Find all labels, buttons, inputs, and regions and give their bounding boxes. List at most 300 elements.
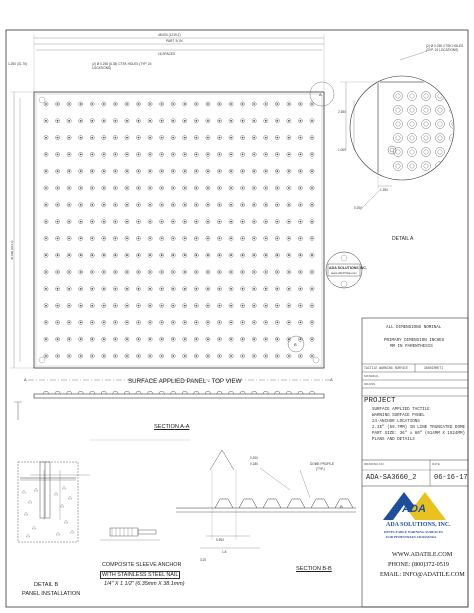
- dome-top: [242, 187, 244, 189]
- dome-top: [265, 271, 267, 273]
- dome-note-2: (TYP.): [316, 467, 325, 471]
- dome-top: [57, 154, 59, 156]
- dome-top: [149, 254, 151, 256]
- dome-top: [253, 322, 255, 324]
- dome-top: [103, 103, 105, 105]
- dome-top: [68, 254, 70, 256]
- dome-top: [207, 288, 209, 290]
- aggregate-mark: [56, 532, 60, 535]
- dome-top: [103, 288, 105, 290]
- dome-top: [161, 204, 163, 206]
- dome-top: [161, 221, 163, 223]
- dome-top: [126, 204, 128, 206]
- dome-top: [242, 154, 244, 156]
- anchor-circle: [313, 357, 319, 363]
- dome-top: [172, 221, 174, 223]
- date-label: DATE: [432, 462, 440, 466]
- dome-top: [138, 154, 140, 156]
- dome-top: [311, 238, 313, 240]
- dome-top: [57, 338, 59, 340]
- detail-dome-top: [452, 164, 456, 168]
- dome-top: [172, 238, 174, 240]
- dome-top: [103, 338, 105, 340]
- dome-top: [253, 120, 255, 122]
- dome-top: [172, 187, 174, 189]
- dome-top: [242, 204, 244, 206]
- dome-top: [207, 137, 209, 139]
- dome-top: [114, 187, 116, 189]
- dome-top: [288, 305, 290, 307]
- detail-dome: [422, 162, 431, 171]
- dome-top: [80, 288, 82, 290]
- company-stamp: [326, 252, 362, 288]
- dome-top: [230, 187, 232, 189]
- dome-top: [172, 271, 174, 273]
- dome-top: [161, 103, 163, 105]
- detail-dome-top: [396, 108, 400, 112]
- drawing-no-label: DRAWING NO.: [364, 462, 385, 466]
- detail-dome: [450, 162, 459, 171]
- dome-top: [195, 120, 197, 122]
- dome-top: [149, 288, 151, 290]
- dome-top: [138, 355, 140, 357]
- dim-left-height: 36.000 (914.4): [10, 240, 14, 260]
- dome-top: [138, 187, 140, 189]
- dome-top: [80, 305, 82, 307]
- detail-dim-3: 1.250: [380, 188, 388, 192]
- dome-top: [276, 103, 278, 105]
- dome-top: [80, 204, 82, 206]
- detail-dim-1: 2.350: [338, 110, 346, 114]
- dome-top: [103, 154, 105, 156]
- dome-top: [91, 322, 93, 324]
- website: WWW.ADATILE.COM: [392, 551, 453, 558]
- dome-top: [138, 120, 140, 122]
- dome-top: [149, 322, 151, 324]
- dome-top: [219, 305, 221, 307]
- detail-dome: [394, 106, 403, 115]
- aggregate-mark: [68, 496, 72, 499]
- aggregate-mark: [54, 492, 58, 495]
- detail-dome-top: [396, 164, 400, 168]
- dome-top: [184, 254, 186, 256]
- aggregate-mark: [26, 534, 30, 537]
- dome-top: [311, 221, 313, 223]
- anchor-drawing: [100, 528, 160, 540]
- dome-top: [68, 238, 70, 240]
- dome-top: [114, 271, 116, 273]
- dome-top: [311, 338, 313, 340]
- dome-top: [45, 170, 47, 172]
- dome-top: [230, 355, 232, 357]
- dome-top: [219, 170, 221, 172]
- detail-dome: [436, 106, 445, 115]
- detail-a-marker: A: [319, 92, 322, 97]
- section-height-1: 0.200: [250, 456, 258, 460]
- dome-top: [45, 137, 47, 139]
- dome-top: [311, 288, 313, 290]
- dome-top: [45, 187, 47, 189]
- dome-top: [149, 137, 151, 139]
- detail-dome: [394, 92, 403, 101]
- notes-line-3: MM IN PARENTHESIS: [390, 345, 433, 349]
- dome-top: [230, 137, 232, 139]
- dome-top: [57, 271, 59, 273]
- detail-dome: [408, 92, 417, 101]
- dome-top: [184, 204, 186, 206]
- dome-top: [253, 355, 255, 357]
- dome-top: [91, 170, 93, 172]
- dome-top: [184, 137, 186, 139]
- detail-dome-top: [438, 108, 442, 112]
- dome-top: [91, 221, 93, 223]
- dome-top: [149, 338, 151, 340]
- dome-top: [253, 338, 255, 340]
- dome-top: [300, 238, 302, 240]
- drawing-date: 06-16-17: [434, 474, 468, 482]
- company-name: ADA SOLUTIONS, INC.: [386, 522, 451, 528]
- dome-top: [80, 238, 82, 240]
- detail-dome: [394, 120, 403, 129]
- section-bb-caption: SECTION B-B: [296, 566, 332, 572]
- detail-a-circle: [350, 76, 454, 180]
- dome-top: [138, 338, 140, 340]
- dome-top: [149, 355, 151, 357]
- dome-top: [242, 322, 244, 324]
- dome-top: [311, 187, 313, 189]
- dome-top: [68, 170, 70, 172]
- dome-top: [288, 322, 290, 324]
- dome-top: [311, 355, 313, 357]
- aggregate-mark: [24, 512, 28, 515]
- dome-top: [45, 238, 47, 240]
- dome-top: [230, 305, 232, 307]
- dome-top: [219, 187, 221, 189]
- detail-dome-top: [438, 122, 442, 126]
- dome-top: [138, 103, 140, 105]
- stamp-line-2: www.ADATILE.com: [331, 271, 357, 275]
- section-marker-right: A: [330, 377, 333, 382]
- dome-top: [80, 322, 82, 324]
- dome-top: [80, 254, 82, 256]
- dome-top: [138, 238, 140, 240]
- detail-dome-top: [438, 136, 442, 140]
- dome-top: [149, 187, 151, 189]
- dome-top: [230, 221, 232, 223]
- dome-top: [91, 338, 93, 340]
- dome-top: [68, 305, 70, 307]
- detail-dome-top: [410, 136, 414, 140]
- dome-top: [80, 154, 82, 156]
- detail-dim-2: 1.000: [338, 148, 346, 152]
- dome-top: [311, 103, 313, 105]
- dome-top: [311, 204, 313, 206]
- dome-top: [68, 355, 70, 357]
- dome-top: [80, 355, 82, 357]
- dome-top: [253, 238, 255, 240]
- dome-top: [57, 103, 59, 105]
- section-dim-3: 3.20: [200, 558, 207, 562]
- project-line-1: SURFACE APPLIED TACTILE: [372, 408, 430, 412]
- dome-top: [195, 271, 197, 273]
- detail-dome: [436, 134, 445, 143]
- dome-top: [265, 305, 267, 307]
- dome-top: [288, 137, 290, 139]
- detail-dome-top: [452, 150, 456, 154]
- dome-top: [253, 271, 255, 273]
- dim-hole-note: (2) Ø 0.250 (6.35) CTSK HOLES (TYP. 24 LOCATIONS): [92, 62, 152, 70]
- aggregate-mark: [34, 488, 38, 491]
- detail-dome: [436, 162, 445, 171]
- dome-top: [103, 271, 105, 273]
- dome-top: [114, 355, 116, 357]
- dome-top: [253, 187, 255, 189]
- dome-top: [161, 338, 163, 340]
- dome-top: [103, 187, 105, 189]
- dome-top: [207, 170, 209, 172]
- dome-top: [219, 338, 221, 340]
- dome-top: [91, 154, 93, 156]
- dome-top: [265, 338, 267, 340]
- dome-top: [242, 271, 244, 273]
- dome-top: [276, 204, 278, 206]
- detail-dome-top: [410, 94, 414, 98]
- dome-top: [114, 137, 116, 139]
- dome-top: [161, 305, 163, 307]
- dome-top: [276, 322, 278, 324]
- dome-top: [138, 254, 140, 256]
- dome-top: [195, 170, 197, 172]
- dome-top: [184, 322, 186, 324]
- dome-top: [207, 271, 209, 273]
- dome-top: [149, 154, 151, 156]
- dome-top: [68, 271, 70, 273]
- dome-top: [184, 288, 186, 290]
- detail-dome: [422, 92, 431, 101]
- dome-top: [195, 288, 197, 290]
- dome-top: [253, 137, 255, 139]
- detail-dome: [394, 162, 403, 171]
- anchor-circle: [39, 97, 45, 103]
- dome-top: [276, 254, 278, 256]
- dome-top: [288, 355, 290, 357]
- dome-top: [219, 288, 221, 290]
- dome-top: [68, 204, 70, 206]
- detail-dome: [436, 120, 445, 129]
- dome-top: [45, 305, 47, 307]
- detail-dome: [408, 162, 417, 171]
- email: EMAIL: INFO@ADATILE.COM: [380, 571, 465, 578]
- dome-top: [172, 338, 174, 340]
- dome-top: [311, 137, 313, 139]
- dome-top: [300, 305, 302, 307]
- dome-top: [242, 355, 244, 357]
- dome-top: [172, 305, 174, 307]
- dim-left-top: 1.250 (31.75): [8, 62, 27, 66]
- dome-top: [184, 338, 186, 340]
- dome-top: [80, 103, 82, 105]
- dome-top: [103, 120, 105, 122]
- detail-dome-top: [424, 94, 428, 98]
- dome-top: [91, 254, 93, 256]
- dome-top: [91, 103, 93, 105]
- dome-top: [172, 322, 174, 324]
- detail-dome: [422, 134, 431, 143]
- detail-a-hole-note: (2) Ø 0.250 CTSK HOLES (TYP. 24 LOCATIONS): [426, 44, 464, 52]
- dome-top: [288, 154, 290, 156]
- dome-top: [276, 187, 278, 189]
- dome-top: [68, 137, 70, 139]
- dome-top: [91, 305, 93, 307]
- dome-top: [311, 305, 313, 307]
- dome-top: [276, 238, 278, 240]
- aggregate-mark: [70, 530, 74, 533]
- dome-top: [288, 120, 290, 122]
- dome-top: [45, 103, 47, 105]
- dome-top: [68, 120, 70, 122]
- dome-top: [138, 322, 140, 324]
- dome-top: [242, 254, 244, 256]
- dome-top: [114, 305, 116, 307]
- dome-top: [57, 355, 59, 357]
- notes-line-2: PRIMARY DIMENSION INCHES: [384, 339, 445, 343]
- dome-top: [91, 238, 93, 240]
- dome-top: [57, 238, 59, 240]
- dome-top: [184, 170, 186, 172]
- dome-top: [242, 120, 244, 122]
- dome-top: [288, 204, 290, 206]
- dome-top: [126, 103, 128, 105]
- dome-top: [184, 120, 186, 122]
- dome-top: [172, 355, 174, 357]
- dome-top: [230, 288, 232, 290]
- anchor-caption-3: 1/4" X 1 1/2" (6.35mm X 38.1mm): [104, 581, 185, 587]
- dome-top: [80, 120, 82, 122]
- section-marker-left: A: [24, 377, 27, 382]
- dome-top: [45, 254, 47, 256]
- dome-top: [207, 355, 209, 357]
- dome-top: [288, 271, 290, 273]
- top-view: [10, 34, 334, 380]
- dome-top: [91, 355, 93, 357]
- dome-top: [91, 271, 93, 273]
- dome-top: [161, 154, 163, 156]
- dome-top: [195, 103, 197, 105]
- dome-top: [45, 338, 47, 340]
- detail-dim-4: 0.200: [354, 206, 362, 210]
- dome-top: [230, 254, 232, 256]
- dome-top: [114, 204, 116, 206]
- dome-top: [57, 254, 59, 256]
- dome-top: [195, 204, 197, 206]
- material-label: MATERIAL: [364, 374, 379, 378]
- dome-top: [265, 254, 267, 256]
- dome-top: [219, 254, 221, 256]
- detail-dome: [408, 106, 417, 115]
- dome-top: [114, 254, 116, 256]
- tagline-2: FOR PEDESTRIAN CROSSINGS: [386, 535, 437, 539]
- dome-top: [45, 204, 47, 206]
- dome-top: [161, 170, 163, 172]
- detail-dome: [394, 148, 403, 157]
- dome-top: [288, 254, 290, 256]
- dome-grid: [44, 102, 314, 358]
- detail-dome-top: [452, 108, 456, 112]
- dome-top: [126, 288, 128, 290]
- dome-top: [103, 254, 105, 256]
- dome-top: [45, 154, 47, 156]
- detail-dome-top: [424, 108, 428, 112]
- dome-top: [57, 288, 59, 290]
- dome-top: [80, 137, 82, 139]
- dome-top: [219, 271, 221, 273]
- dome-top: [265, 103, 267, 105]
- dome-top: [149, 204, 151, 206]
- dome-top: [230, 238, 232, 240]
- dome-top: [161, 322, 163, 324]
- dome-top: [253, 305, 255, 307]
- dome-top: [219, 204, 221, 206]
- dome-top: [149, 120, 151, 122]
- material-value: TACTILE WARNING SURFACE: [364, 366, 408, 370]
- dome-top: [265, 221, 267, 223]
- dome-top: [57, 305, 59, 307]
- phone: PHONE: (800)372-0519: [388, 561, 450, 568]
- dome-top: [242, 103, 244, 105]
- dome-top: [253, 221, 255, 223]
- dome-top: [68, 154, 70, 156]
- dome-top: [114, 154, 116, 156]
- dome-top: [91, 137, 93, 139]
- detail-dome-top: [438, 164, 442, 168]
- dome-top: [126, 187, 128, 189]
- dome-top: [288, 238, 290, 240]
- dome-top: [138, 170, 140, 172]
- dome-top: [161, 187, 163, 189]
- aggregate-mark: [62, 486, 66, 489]
- section-dim-1: 0.900: [216, 538, 224, 542]
- dome-top: [126, 254, 128, 256]
- dome-top: [114, 322, 116, 324]
- dome-top: [219, 238, 221, 240]
- dome-top: [149, 305, 151, 307]
- dome-top: [149, 271, 151, 273]
- dome-top: [103, 238, 105, 240]
- dome-top: [57, 120, 59, 122]
- dome-top: [300, 154, 302, 156]
- dome-top: [265, 288, 267, 290]
- dome-top: [195, 355, 197, 357]
- dome-top: [242, 305, 244, 307]
- dome-top: [195, 305, 197, 307]
- anchor-caption-2: WITH STAINLESS STEEL NAIL: [102, 572, 179, 578]
- project-line-5: PART SIZE: 36" x 60" (914MM X 1524MM): [372, 432, 465, 436]
- dome-top: [91, 187, 93, 189]
- dome-top: [172, 204, 174, 206]
- dim-spacing-note: 16 SPACES: [158, 52, 176, 56]
- dome-top: [219, 120, 221, 122]
- dome-top: [219, 221, 221, 223]
- detail-b-view: [18, 462, 78, 542]
- dome-top: [184, 103, 186, 105]
- dome-top: [207, 238, 209, 240]
- dome-top: [68, 187, 70, 189]
- section-b-marker: B: [340, 504, 343, 509]
- dome-top: [103, 204, 105, 206]
- detail-b-caption-2: PANEL INSTALLATION: [22, 591, 81, 597]
- dome-top: [230, 120, 232, 122]
- dome-top: [195, 322, 197, 324]
